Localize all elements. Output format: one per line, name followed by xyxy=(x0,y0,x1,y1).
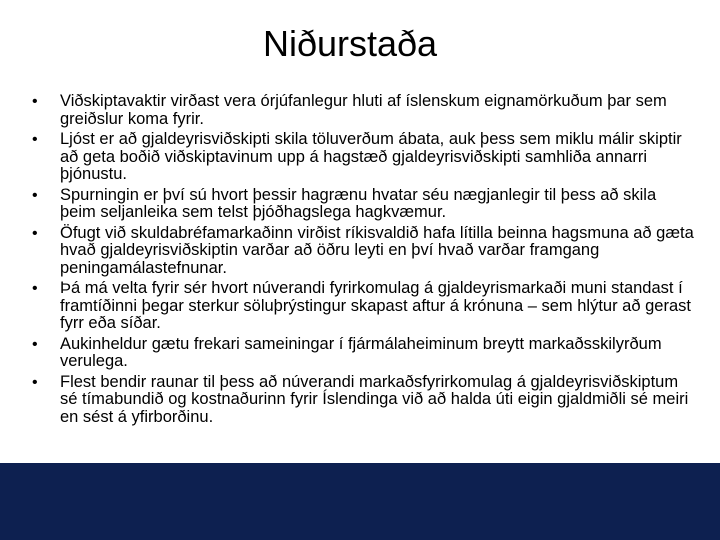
bullet-dot-icon: • xyxy=(32,131,38,148)
bullet-text: Aukinheldur gætu frekari sameiningar í fjármálaheiminum breytt markaðsskilyrðum verulega. xyxy=(60,334,662,370)
footer-band xyxy=(0,463,720,540)
bullet-text: Spurningin er því sú hvort þessir hagrænu hvatar séu nægjanlegir til þess að skila þeim seljanleika sem telst þjóðhagslega hagkvæmur. xyxy=(60,185,657,221)
bullet-text: Öfugt við skuldabréfamarkaðinn virðist ríkisvaldið hafa lítilla beinna hagsmuna að gæta hvað gjaldeyrisviðskiptin varðar að öðru leyti en því hvað varðar framgang peningamálastefnunar. xyxy=(60,223,694,277)
bullet-item xyxy=(30,187,695,222)
bullet-item xyxy=(30,225,695,278)
bullet-item xyxy=(30,374,695,427)
bullet-dot-icon: • xyxy=(32,280,38,297)
bullet-item xyxy=(30,280,695,333)
bullet-list xyxy=(30,93,695,429)
bullet-text: Viðskiptavaktir virðast vera órjúfanlegur hluti af íslenskum eignamörkuðum þar sem greiðslur koma fyrir. xyxy=(60,92,667,128)
bullet-text: Þá má velta fyrir sér hvort núverandi fyrirkomulag á gjaldeyrismarkaði muni standast í framtíðinni þegar sterkur söluþrýstingur skapast aftur á krónuna – sem hlýtur að gerast fyrr eða síðar. xyxy=(60,279,691,332)
bullet-dot-icon: • xyxy=(32,224,38,242)
bullet-dot-icon: • xyxy=(32,335,38,353)
bullet-item xyxy=(30,131,695,184)
bullet-dot-icon: • xyxy=(32,186,38,204)
bullet-text: Ljóst er að gjaldeyrisviðskipti skila töluverðum ábata, auk þess sem miklu málir skiptir að geta boðið viðskiptavinum upp á hagstæð gjaldeyrisviðskipti samhliða annarri þjónustu. xyxy=(60,130,682,183)
bullet-dot-icon: • xyxy=(32,373,38,391)
bullet-item xyxy=(30,93,695,128)
bullet-item xyxy=(30,336,695,371)
bullet-dot-icon: • xyxy=(32,93,38,110)
bullet-text: Flest bendir raunar til þess að núverandi markaðsfyrirkomulag á gjaldeyrisviðskiptum sé tímabundið og kostnaðurinn fyrir Íslendinga við að halda úti eigin gjaldmiðli sé meiri en sést á yfirborðinu. xyxy=(60,372,689,426)
slide-title: Niðurstaða xyxy=(262,23,438,64)
